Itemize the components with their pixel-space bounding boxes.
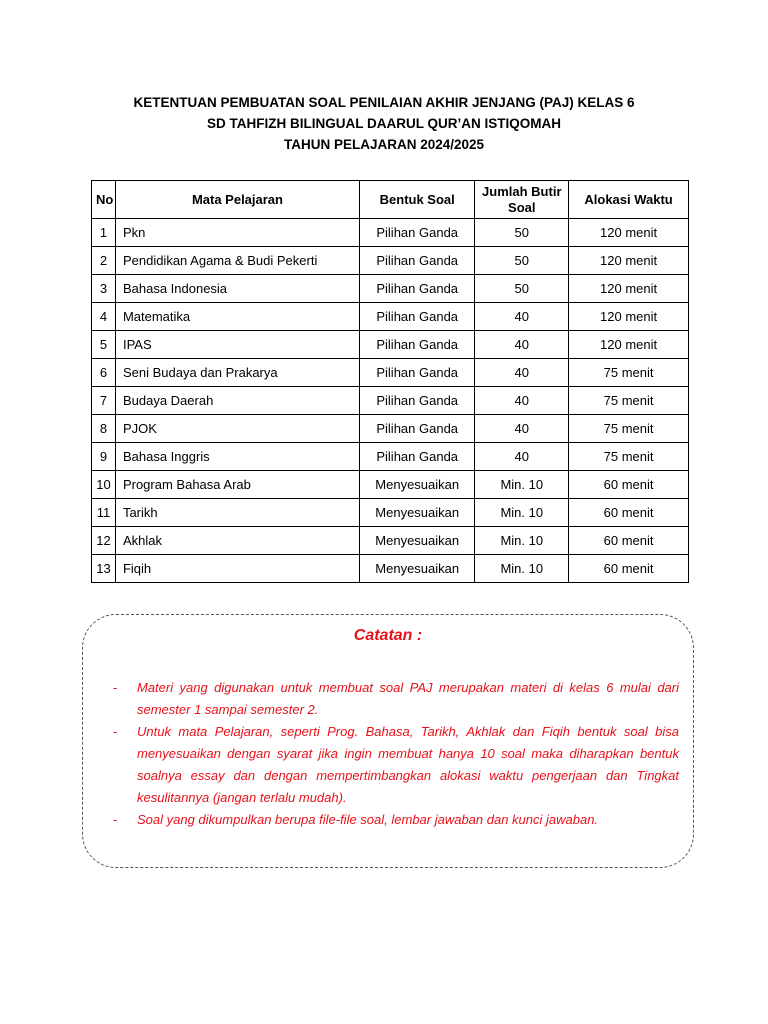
note-item (113, 809, 679, 831)
cell-format: Pilihan Ganda (359, 303, 474, 331)
note-item (113, 721, 679, 809)
table-row (92, 303, 689, 331)
cell-no: 3 (92, 275, 116, 303)
cell-count: 40 (475, 443, 569, 471)
note-bullet: - (113, 680, 118, 695)
cell-duration: 75 menit (569, 387, 689, 415)
cell-subject: Fiqih (115, 555, 359, 583)
document-title (0, 92, 768, 155)
cell-format: Pilihan Ganda (359, 275, 474, 303)
table-row (92, 499, 689, 527)
cell-format: Pilihan Ganda (359, 359, 474, 387)
title-line-2: SD TAHFIZH BILINGUAL DAARUL QUR’AN ISTIQOMAH (207, 116, 561, 131)
cell-duration: 120 menit (569, 219, 689, 247)
cell-count: 50 (475, 275, 569, 303)
cell-count: Min. 10 (475, 555, 569, 583)
title-line-3: TAHUN PELAJARAN 2024/2025 (283, 137, 485, 152)
column-header-no: No (92, 181, 116, 219)
column-header-subject: Mata Pelajaran (115, 181, 359, 219)
cell-format: Menyesuaikan (359, 499, 474, 527)
column-header-count: Jumlah Butir Soal (475, 181, 569, 219)
exam-table (91, 180, 689, 583)
cell-count: 50 (475, 247, 569, 275)
note-text: Materi yang digunakan untuk membuat soal PAJ merupakan materi di kelas 6 mulai dari semester 1 sampai semester 2. (137, 680, 679, 717)
cell-count: 40 (475, 387, 569, 415)
note-bullet: - (113, 812, 118, 827)
table-row (92, 359, 689, 387)
cell-subject: Tarikh (115, 499, 359, 527)
cell-duration: 60 menit (569, 471, 689, 499)
note-bullet: - (113, 724, 118, 739)
cell-duration: 75 menit (569, 415, 689, 443)
cell-format: Menyesuaikan (359, 527, 474, 555)
cell-no: 9 (92, 443, 116, 471)
table-row (92, 247, 689, 275)
cell-format: Menyesuaikan (359, 555, 474, 583)
notes-title: Catatan : (353, 627, 423, 644)
cell-duration: 120 menit (569, 247, 689, 275)
cell-subject: Akhlak (115, 527, 359, 555)
table-row (92, 415, 689, 443)
cell-duration: 120 menit (569, 331, 689, 359)
cell-duration: 75 menit (569, 443, 689, 471)
cell-subject: Pkn (115, 219, 359, 247)
cell-no: 11 (92, 499, 116, 527)
cell-no: 5 (92, 331, 116, 359)
cell-subject: Matematika (115, 303, 359, 331)
cell-format: Pilihan Ganda (359, 443, 474, 471)
cell-count: 50 (475, 219, 569, 247)
cell-subject: Program Bahasa Arab (115, 471, 359, 499)
cell-no: 7 (92, 387, 116, 415)
cell-count: 40 (475, 359, 569, 387)
cell-duration: 120 menit (569, 303, 689, 331)
note-text: Untuk mata Pelajaran, seperti Prog. Bahasa, Tarikh, Akhlak dan Fiqih bentuk soal bisa menyesuaikan dengan syarat jika ingin membuat hanya 10 soal maka diharapkan bentuk soalnya essay dan dengan mempertimbangkan alokasi waktu pengerjaan dan Tingkat kesulitannya (jangan terlalu mudah). (137, 724, 679, 805)
column-header-duration: Alokasi Waktu (569, 181, 689, 219)
cell-format: Pilihan Ganda (359, 247, 474, 275)
cell-no: 4 (92, 303, 116, 331)
cell-duration: 75 menit (569, 359, 689, 387)
cell-no: 10 (92, 471, 116, 499)
cell-no: 2 (92, 247, 116, 275)
cell-duration: 120 menit (569, 275, 689, 303)
note-text: Soal yang dikumpulkan berupa file-file soal, lembar jawaban dan kunci jawaban. (137, 812, 599, 827)
table-row (92, 471, 689, 499)
cell-count: Min. 10 (475, 527, 569, 555)
cell-no: 13 (92, 555, 116, 583)
cell-subject: Pendidikan Agama & Budi Pekerti (115, 247, 359, 275)
cell-duration: 60 menit (569, 555, 689, 583)
cell-format: Pilihan Ganda (359, 219, 474, 247)
cell-count: 40 (475, 303, 569, 331)
table-body (92, 219, 689, 583)
note-item (113, 677, 679, 721)
table-header-row (92, 181, 689, 219)
cell-format: Pilihan Ganda (359, 387, 474, 415)
table-row (92, 443, 689, 471)
notes-box (82, 614, 694, 868)
cell-count: Min. 10 (475, 499, 569, 527)
cell-no: 6 (92, 359, 116, 387)
cell-duration: 60 menit (569, 527, 689, 555)
cell-subject: Seni Budaya dan Prakarya (115, 359, 359, 387)
cell-count: Min. 10 (475, 471, 569, 499)
cell-no: 1 (92, 219, 116, 247)
cell-format: Pilihan Ganda (359, 331, 474, 359)
cell-no: 12 (92, 527, 116, 555)
cell-count: 40 (475, 415, 569, 443)
cell-subject: PJOK (115, 415, 359, 443)
cell-format: Menyesuaikan (359, 471, 474, 499)
cell-format: Pilihan Ganda (359, 415, 474, 443)
column-header-format: Bentuk Soal (359, 181, 474, 219)
cell-count: 40 (475, 331, 569, 359)
cell-subject: IPAS (115, 331, 359, 359)
cell-subject: Bahasa Indonesia (115, 275, 359, 303)
table-row (92, 331, 689, 359)
title-line-1: KETENTUAN PEMBUATAN SOAL PENILAIAN AKHIR JENJANG (PAJ) KELAS 6 (133, 95, 635, 110)
table-row (92, 555, 689, 583)
table-row (92, 387, 689, 415)
table-row (92, 275, 689, 303)
notes-list (113, 677, 679, 831)
cell-duration: 60 menit (569, 499, 689, 527)
cell-subject: Budaya Daerah (115, 387, 359, 415)
cell-no: 8 (92, 415, 116, 443)
table-row (92, 219, 689, 247)
cell-subject: Bahasa Inggris (115, 443, 359, 471)
table-row (92, 527, 689, 555)
